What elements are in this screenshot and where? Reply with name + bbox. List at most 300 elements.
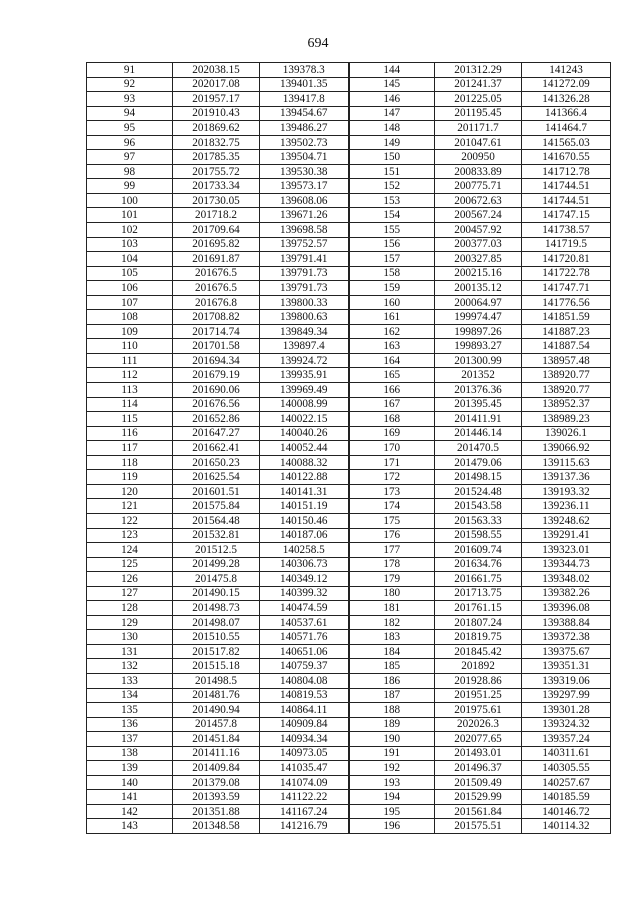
y-coordinate-cell: 140305.55 [522, 761, 611, 776]
point-number-cell: 104 [87, 252, 173, 267]
point-number-cell: 123 [87, 528, 173, 543]
y-coordinate-cell: 140759.37 [260, 659, 349, 674]
table-row [87, 106, 611, 121]
table-row [87, 121, 611, 136]
x-coordinate-cell: 201951.25 [435, 688, 522, 703]
point-number-cell: 169 [349, 426, 435, 441]
table-row [87, 208, 611, 223]
point-number-cell: 126 [87, 572, 173, 587]
y-coordinate-cell: 139026.1 [522, 426, 611, 441]
y-coordinate-cell: 141243 [522, 63, 611, 78]
y-coordinate-cell: 139698.58 [260, 223, 349, 238]
table-row [87, 295, 611, 310]
x-coordinate-cell: 201676.5 [173, 281, 260, 296]
x-coordinate-cell: 201493.01 [435, 746, 522, 761]
table-row [87, 252, 611, 267]
table-row [87, 150, 611, 165]
x-coordinate-cell: 201713.75 [435, 586, 522, 601]
y-coordinate-cell: 141722.78 [522, 266, 611, 281]
y-coordinate-cell: 140474.59 [260, 601, 349, 616]
x-coordinate-cell: 201679.19 [173, 368, 260, 383]
point-number-cell: 107 [87, 295, 173, 310]
table-row [87, 557, 611, 572]
x-coordinate-cell: 200672.63 [435, 193, 522, 208]
point-number-cell: 127 [87, 586, 173, 601]
y-coordinate-cell: 140151.19 [260, 499, 349, 514]
table-row [87, 703, 611, 718]
y-coordinate-cell: 139301.28 [522, 703, 611, 718]
y-coordinate-cell: 139791.73 [260, 281, 349, 296]
y-coordinate-cell: 140909.84 [260, 717, 349, 732]
x-coordinate-cell: 201470.5 [435, 441, 522, 456]
point-number-cell: 165 [349, 368, 435, 383]
point-number-cell: 116 [87, 426, 173, 441]
x-coordinate-cell: 201845.42 [435, 644, 522, 659]
coordinates-table [86, 62, 611, 834]
x-coordinate-cell: 201498.07 [173, 615, 260, 630]
point-number-cell: 135 [87, 703, 173, 718]
point-number-cell: 146 [349, 92, 435, 107]
x-coordinate-cell: 201561.84 [435, 804, 522, 819]
y-coordinate-cell: 141122.22 [260, 790, 349, 805]
y-coordinate-cell: 139486.27 [260, 121, 349, 136]
x-coordinate-cell: 201869.62 [173, 121, 260, 136]
x-coordinate-cell: 201575.51 [435, 819, 522, 834]
y-coordinate-cell: 140804.08 [260, 673, 349, 688]
y-coordinate-cell: 140185.59 [522, 790, 611, 805]
y-coordinate-cell: 139396.08 [522, 601, 611, 616]
x-coordinate-cell: 200950 [435, 150, 522, 165]
point-number-cell: 182 [349, 615, 435, 630]
point-number-cell: 189 [349, 717, 435, 732]
x-coordinate-cell: 201575.84 [173, 499, 260, 514]
point-number-cell: 131 [87, 644, 173, 659]
y-coordinate-cell: 139115.63 [522, 455, 611, 470]
point-number-cell: 147 [349, 106, 435, 121]
x-coordinate-cell: 201351.88 [173, 804, 260, 819]
x-coordinate-cell: 201479.06 [435, 455, 522, 470]
table-row [87, 324, 611, 339]
x-coordinate-cell: 201928.86 [435, 673, 522, 688]
x-coordinate-cell: 201379.08 [173, 775, 260, 790]
y-coordinate-cell: 141744.51 [522, 193, 611, 208]
point-number-cell: 134 [87, 688, 173, 703]
x-coordinate-cell: 201515.18 [173, 659, 260, 674]
x-coordinate-cell: 200833.89 [435, 164, 522, 179]
x-coordinate-cell: 201395.45 [435, 397, 522, 412]
x-coordinate-cell: 201352 [435, 368, 522, 383]
y-coordinate-cell: 139372.38 [522, 630, 611, 645]
y-coordinate-cell: 140022.15 [260, 412, 349, 427]
table-row [87, 615, 611, 630]
point-number-cell: 192 [349, 761, 435, 776]
x-coordinate-cell: 201312.29 [435, 63, 522, 78]
x-coordinate-cell: 201241.37 [435, 77, 522, 92]
table-row [87, 237, 611, 252]
y-coordinate-cell: 141747.15 [522, 208, 611, 223]
point-number-cell: 138 [87, 746, 173, 761]
y-coordinate-cell: 139752.57 [260, 237, 349, 252]
y-coordinate-cell: 138952.37 [522, 397, 611, 412]
point-number-cell: 111 [87, 353, 173, 368]
table-row [87, 164, 611, 179]
point-number-cell: 179 [349, 572, 435, 587]
x-coordinate-cell: 201957.17 [173, 92, 260, 107]
table-row [87, 383, 611, 398]
table-row [87, 441, 611, 456]
y-coordinate-cell: 138957.48 [522, 353, 611, 368]
table-row [87, 281, 611, 296]
x-coordinate-cell: 201499.28 [173, 557, 260, 572]
point-number-cell: 129 [87, 615, 173, 630]
point-number-cell: 102 [87, 223, 173, 238]
y-coordinate-cell: 139504.71 [260, 150, 349, 165]
point-number-cell: 180 [349, 586, 435, 601]
table-row [87, 135, 611, 150]
x-coordinate-cell: 201563.33 [435, 513, 522, 528]
y-coordinate-cell: 141565.03 [522, 135, 611, 150]
x-coordinate-cell: 201714.74 [173, 324, 260, 339]
x-coordinate-cell: 201892 [435, 659, 522, 674]
x-coordinate-cell: 201047.61 [435, 135, 522, 150]
point-number-cell: 122 [87, 513, 173, 528]
point-number-cell: 184 [349, 644, 435, 659]
x-coordinate-cell: 200567.24 [435, 208, 522, 223]
point-number-cell: 96 [87, 135, 173, 150]
point-number-cell: 145 [349, 77, 435, 92]
table-row [87, 426, 611, 441]
point-number-cell: 119 [87, 470, 173, 485]
point-number-cell: 168 [349, 412, 435, 427]
y-coordinate-cell: 140399.32 [260, 586, 349, 601]
point-number-cell: 120 [87, 484, 173, 499]
point-number-cell: 196 [349, 819, 435, 834]
x-coordinate-cell: 201225.05 [435, 92, 522, 107]
y-coordinate-cell: 140122.88 [260, 470, 349, 485]
x-coordinate-cell: 201730.05 [173, 193, 260, 208]
point-number-cell: 117 [87, 441, 173, 456]
x-coordinate-cell: 201819.75 [435, 630, 522, 645]
y-coordinate-cell: 139671.26 [260, 208, 349, 223]
y-coordinate-cell: 139248.62 [522, 513, 611, 528]
y-coordinate-cell: 139935.91 [260, 368, 349, 383]
table-row [87, 353, 611, 368]
y-coordinate-cell: 141216.79 [260, 819, 349, 834]
x-coordinate-cell: 201498.5 [173, 673, 260, 688]
table-row [87, 586, 611, 601]
x-coordinate-cell: 201733.34 [173, 179, 260, 194]
x-coordinate-cell: 201457.8 [173, 717, 260, 732]
y-coordinate-cell: 140008.99 [260, 397, 349, 412]
x-coordinate-cell: 201650.23 [173, 455, 260, 470]
table-row [87, 368, 611, 383]
table-row [87, 528, 611, 543]
table-row [87, 470, 611, 485]
point-number-cell: 161 [349, 310, 435, 325]
x-coordinate-cell: 201832.75 [173, 135, 260, 150]
x-coordinate-cell: 201451.84 [173, 732, 260, 747]
point-number-cell: 112 [87, 368, 173, 383]
x-coordinate-cell: 199897.26 [435, 324, 522, 339]
point-number-cell: 141 [87, 790, 173, 805]
y-coordinate-cell: 139800.63 [260, 310, 349, 325]
x-coordinate-cell: 201701.58 [173, 339, 260, 354]
point-number-cell: 92 [87, 77, 173, 92]
point-number-cell: 133 [87, 673, 173, 688]
y-coordinate-cell: 139319.06 [522, 673, 611, 688]
table-row [87, 761, 611, 776]
x-coordinate-cell: 201708.82 [173, 310, 260, 325]
y-coordinate-cell: 139137.36 [522, 470, 611, 485]
point-number-cell: 91 [87, 63, 173, 78]
table-row [87, 732, 611, 747]
y-coordinate-cell: 141712.78 [522, 164, 611, 179]
x-coordinate-cell: 200775.71 [435, 179, 522, 194]
y-coordinate-cell: 138920.77 [522, 368, 611, 383]
point-number-cell: 164 [349, 353, 435, 368]
point-number-cell: 166 [349, 383, 435, 398]
y-coordinate-cell: 141887.54 [522, 339, 611, 354]
point-number-cell: 170 [349, 441, 435, 456]
x-coordinate-cell: 201718.2 [173, 208, 260, 223]
table-row [87, 513, 611, 528]
x-coordinate-cell: 201409.84 [173, 761, 260, 776]
table-row [87, 819, 611, 834]
y-coordinate-cell: 140257.67 [522, 775, 611, 790]
x-coordinate-cell: 201498.73 [173, 601, 260, 616]
point-number-cell: 153 [349, 193, 435, 208]
table-row [87, 543, 611, 558]
x-coordinate-cell: 201411.91 [435, 412, 522, 427]
y-coordinate-cell: 139573.17 [260, 179, 349, 194]
y-coordinate-cell: 140349.12 [260, 572, 349, 587]
point-number-cell: 114 [87, 397, 173, 412]
point-number-cell: 150 [349, 150, 435, 165]
table-row [87, 499, 611, 514]
table-row [87, 412, 611, 427]
coordinates-table-body [87, 63, 611, 834]
y-coordinate-cell: 139324.32 [522, 717, 611, 732]
y-coordinate-cell: 139454.67 [260, 106, 349, 121]
x-coordinate-cell: 201490.15 [173, 586, 260, 601]
point-number-cell: 103 [87, 237, 173, 252]
y-coordinate-cell: 139791.41 [260, 252, 349, 267]
point-number-cell: 95 [87, 121, 173, 136]
point-number-cell: 190 [349, 732, 435, 747]
x-coordinate-cell: 201481.76 [173, 688, 260, 703]
x-coordinate-cell: 201524.48 [435, 484, 522, 499]
x-coordinate-cell: 201661.75 [435, 572, 522, 587]
y-coordinate-cell: 139502.73 [260, 135, 349, 150]
x-coordinate-cell: 201475.8 [173, 572, 260, 587]
table-row [87, 804, 611, 819]
x-coordinate-cell: 201652.86 [173, 412, 260, 427]
point-number-cell: 152 [349, 179, 435, 194]
point-number-cell: 193 [349, 775, 435, 790]
y-coordinate-cell: 141167.24 [260, 804, 349, 819]
y-coordinate-cell: 141851.59 [522, 310, 611, 325]
x-coordinate-cell: 200064.97 [435, 295, 522, 310]
point-number-cell: 178 [349, 557, 435, 572]
point-number-cell: 188 [349, 703, 435, 718]
y-coordinate-cell: 139800.33 [260, 295, 349, 310]
point-number-cell: 100 [87, 193, 173, 208]
point-number-cell: 186 [349, 673, 435, 688]
y-coordinate-cell: 139608.06 [260, 193, 349, 208]
point-number-cell: 160 [349, 295, 435, 310]
x-coordinate-cell: 201490.94 [173, 703, 260, 718]
x-coordinate-cell: 201171.7 [435, 121, 522, 136]
point-number-cell: 156 [349, 237, 435, 252]
x-coordinate-cell: 201694.34 [173, 353, 260, 368]
point-number-cell: 195 [349, 804, 435, 819]
point-number-cell: 144 [349, 63, 435, 78]
y-coordinate-cell: 139969.49 [260, 383, 349, 398]
x-coordinate-cell: 202077.65 [435, 732, 522, 747]
table-row [87, 455, 611, 470]
x-coordinate-cell: 200135.12 [435, 281, 522, 296]
point-number-cell: 187 [349, 688, 435, 703]
y-coordinate-cell: 141720.81 [522, 252, 611, 267]
y-coordinate-cell: 139193.32 [522, 484, 611, 499]
y-coordinate-cell: 139375.67 [522, 644, 611, 659]
point-number-cell: 110 [87, 339, 173, 354]
point-number-cell: 162 [349, 324, 435, 339]
table-row [87, 223, 611, 238]
y-coordinate-cell: 140311.61 [522, 746, 611, 761]
y-coordinate-cell: 139344.73 [522, 557, 611, 572]
point-number-cell: 183 [349, 630, 435, 645]
x-coordinate-cell: 201376.36 [435, 383, 522, 398]
x-coordinate-cell: 202017.08 [173, 77, 260, 92]
x-coordinate-cell: 201601.51 [173, 484, 260, 499]
y-coordinate-cell: 140150.46 [260, 513, 349, 528]
y-coordinate-cell: 140934.34 [260, 732, 349, 747]
table-row [87, 572, 611, 587]
y-coordinate-cell: 139357.24 [522, 732, 611, 747]
point-number-cell: 149 [349, 135, 435, 150]
table-row [87, 659, 611, 674]
x-coordinate-cell: 201910.43 [173, 106, 260, 121]
table-row [87, 717, 611, 732]
point-number-cell: 140 [87, 775, 173, 790]
y-coordinate-cell: 139924.72 [260, 353, 349, 368]
table-row [87, 630, 611, 645]
x-coordinate-cell: 201676.5 [173, 266, 260, 281]
x-coordinate-cell: 201509.49 [435, 775, 522, 790]
y-coordinate-cell: 141074.09 [260, 775, 349, 790]
y-coordinate-cell: 139401.35 [260, 77, 349, 92]
x-coordinate-cell: 201300.99 [435, 353, 522, 368]
table-row [87, 339, 611, 354]
x-coordinate-cell: 200215.16 [435, 266, 522, 281]
y-coordinate-cell: 140114.32 [522, 819, 611, 834]
point-number-cell: 155 [349, 223, 435, 238]
y-coordinate-cell: 140258.5 [260, 543, 349, 558]
y-coordinate-cell: 141464.7 [522, 121, 611, 136]
x-coordinate-cell: 201498.15 [435, 470, 522, 485]
y-coordinate-cell: 139417.8 [260, 92, 349, 107]
y-coordinate-cell: 140088.32 [260, 455, 349, 470]
point-number-cell: 98 [87, 164, 173, 179]
y-coordinate-cell: 139351.31 [522, 659, 611, 674]
table-row [87, 790, 611, 805]
point-number-cell: 108 [87, 310, 173, 325]
x-coordinate-cell: 201393.59 [173, 790, 260, 805]
point-number-cell: 175 [349, 513, 435, 528]
y-coordinate-cell: 139066.92 [522, 441, 611, 456]
y-coordinate-cell: 141272.09 [522, 77, 611, 92]
y-coordinate-cell: 140651.06 [260, 644, 349, 659]
point-number-cell: 151 [349, 164, 435, 179]
table-row [87, 266, 611, 281]
y-coordinate-cell: 139388.84 [522, 615, 611, 630]
y-coordinate-cell: 141035.47 [260, 761, 349, 776]
point-number-cell: 173 [349, 484, 435, 499]
y-coordinate-cell: 139897.4 [260, 339, 349, 354]
y-coordinate-cell: 139323.01 [522, 543, 611, 558]
point-number-cell: 185 [349, 659, 435, 674]
y-coordinate-cell: 141719.5 [522, 237, 611, 252]
point-number-cell: 154 [349, 208, 435, 223]
x-coordinate-cell: 201564.48 [173, 513, 260, 528]
y-coordinate-cell: 140571.76 [260, 630, 349, 645]
y-coordinate-cell: 140537.61 [260, 615, 349, 630]
y-coordinate-cell: 141744.51 [522, 179, 611, 194]
y-coordinate-cell: 141670.55 [522, 150, 611, 165]
point-number-cell: 159 [349, 281, 435, 296]
point-number-cell: 118 [87, 455, 173, 470]
x-coordinate-cell: 201532.81 [173, 528, 260, 543]
x-coordinate-cell: 201676.56 [173, 397, 260, 412]
x-coordinate-cell: 201195.45 [435, 106, 522, 121]
point-number-cell: 167 [349, 397, 435, 412]
point-number-cell: 172 [349, 470, 435, 485]
point-number-cell: 109 [87, 324, 173, 339]
y-coordinate-cell: 139530.38 [260, 164, 349, 179]
x-coordinate-cell: 201598.55 [435, 528, 522, 543]
x-coordinate-cell: 199893.27 [435, 339, 522, 354]
table-row [87, 193, 611, 208]
point-number-cell: 139 [87, 761, 173, 776]
x-coordinate-cell: 202026.3 [435, 717, 522, 732]
y-coordinate-cell: 139297.99 [522, 688, 611, 703]
point-number-cell: 101 [87, 208, 173, 223]
x-coordinate-cell: 202038.15 [173, 63, 260, 78]
x-coordinate-cell: 201690.06 [173, 383, 260, 398]
y-coordinate-cell: 139791.73 [260, 266, 349, 281]
point-number-cell: 143 [87, 819, 173, 834]
table-row [87, 92, 611, 107]
x-coordinate-cell: 201647.27 [173, 426, 260, 441]
point-number-cell: 176 [349, 528, 435, 543]
table-row [87, 601, 611, 616]
x-coordinate-cell: 201517.82 [173, 644, 260, 659]
y-coordinate-cell: 140306.73 [260, 557, 349, 572]
point-number-cell: 163 [349, 339, 435, 354]
y-coordinate-cell: 139348.02 [522, 572, 611, 587]
x-coordinate-cell: 201543.58 [435, 499, 522, 514]
point-number-cell: 194 [349, 790, 435, 805]
point-number-cell: 121 [87, 499, 173, 514]
y-coordinate-cell: 140052.44 [260, 441, 349, 456]
table-row [87, 397, 611, 412]
page-number: 694 [307, 36, 329, 51]
table-row [87, 63, 611, 78]
point-number-cell: 191 [349, 746, 435, 761]
y-coordinate-cell: 140187.06 [260, 528, 349, 543]
point-number-cell: 125 [87, 557, 173, 572]
